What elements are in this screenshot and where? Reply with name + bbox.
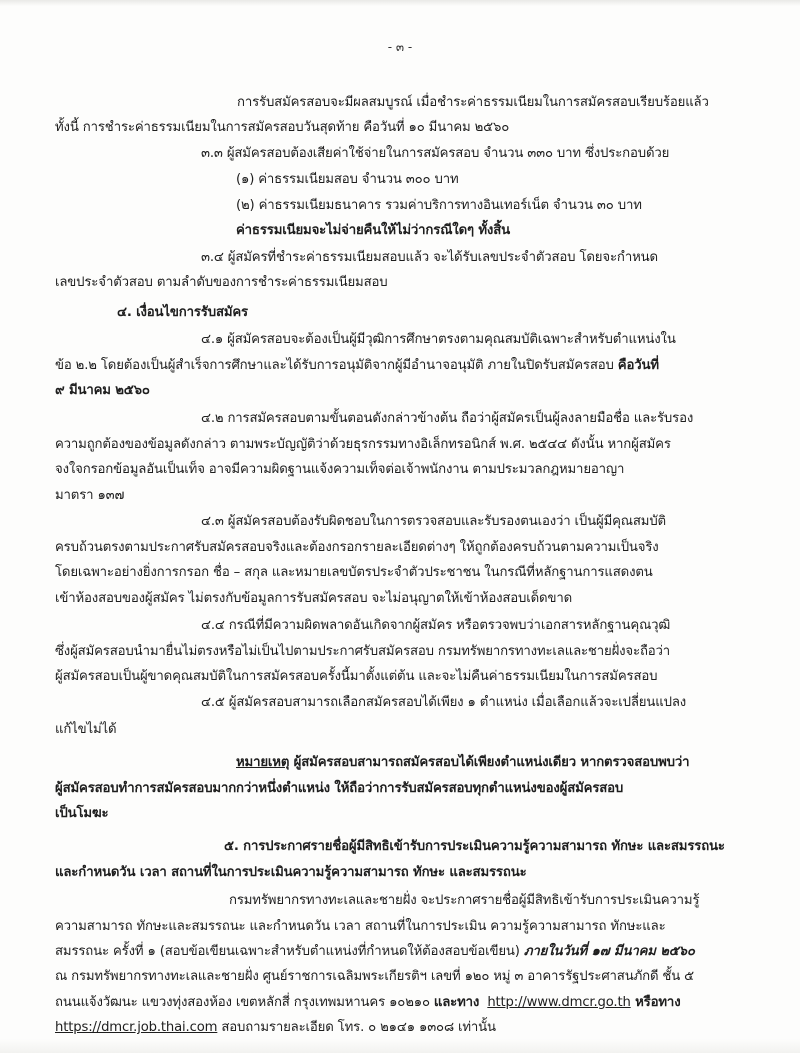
text-span: และทาง: [433, 995, 480, 1010]
note-line: ผู้สมัครสอบทำการสมัครสอบมากกว่าหนึ่งตำแหน่ง ให้ถือว่าการรับสมัครสอบทุกตำแหน่งของผู้สมัครสอบ: [55, 781, 624, 796]
contact-text: สอบถามรายละเอียด โทร. ๐ ๒๑๔๑ ๑๓๐๘ เท่านั้น: [217, 1020, 496, 1035]
note-label: หมายเหตุ: [236, 755, 290, 770]
page-number: - ๓ -: [387, 40, 413, 54]
text-span: ถนนแจ้งวัฒนะ แขวงทุ่งสองห้อง เขตหลักสี่ กรุงเทพมหานคร ๑๐๒๑๐: [55, 995, 434, 1010]
text-span: สมรรถนะ ครั้งที่ ๑ (สอบข้อเขียนเฉพาะสำหรับตำแหน่งที่กำหนดให้ต้องสอบข้อเขียน): [55, 944, 524, 959]
section-4-heading: ๔. เงื่อนไขการรับสมัคร: [117, 305, 248, 320]
section-3-3: ๓.๓ ผู้สมัครสอบต้องเสียค่าใช้จ่ายในการสมัครสอบ จำนวน ๓๓๐ บาท ซึ่งประกอบด้วย: [201, 146, 670, 161]
section-3-4: ๓.๔ ผู้สมัครที่ชำระค่าธรรมเนียมสอบแล้ว จะได้รับเลขประจำตัวสอบ โดยจะกำหนด: [201, 250, 658, 265]
deadline-label: คือวันที่: [617, 358, 659, 373]
section-4-4: ๔.๔ กรณีที่มีความผิดพลาดอันเกิดจากผู้สมัคร หรือตรวจพบว่าเอกสารหลักฐานคุณวุฒิ: [201, 618, 671, 633]
paragraph-line: การรับสมัครสอบจะมีผลสมบูรณ์ เมื่อชำระค่าธรรมเนียมในการสมัครสอบเรียบร้อยแล้ว: [237, 95, 709, 110]
paragraph-line: ซึ่งผู้สมัครสอบนำมายื่นไม่ตรงหรือไม่เป็นไปตามประกาศรับสมัครสอบ กรมทรัพยากรทางทะเลและชายฝั่งจะถือว่า: [55, 644, 671, 659]
paragraph-line: ผู้สมัครสอบเป็นผู้ขาดคุณสมบัติในการสมัครสอบครั้งนี้มาตั้งแต่ต้น และจะไม่คืนค่าธรรมเนียมในการสมัครสอบ: [55, 669, 658, 684]
paragraph-line: [55, 994, 680, 1012]
section-4-2: ๔.๒ การสมัครสอบตามขั้นตอนดังกล่าวข้างต้น ถือว่าผู้สมัครเป็นผู้ลงลายมือชื่อ และรับรอง: [201, 411, 694, 426]
paragraph-line: จงใจกรอกข้อมูลอันเป็นเท็จ อาจมีความผิดฐานแจ้งความเท็จต่อเจ้าพนักงาน ตามประมวลกฎหมายอาญา: [55, 462, 625, 477]
note-line: เป็นโมฆะ: [55, 806, 109, 821]
job-thai-link[interactable]: https://dmcr.job.thai.com: [55, 1020, 218, 1035]
section-5-body: กรมทรัพยากรทางทะเลและชายฝั่ง จะประกาศรายชื่อผู้มีสิทธิเข้ารับการประเมินความรู้: [229, 893, 700, 908]
paragraph-line: ความถูกต้องของข้อมูลดังกล่าว ตามพระบัญญัติว่าด้วยธุรกรรมทางอิเล็กทรอนิกส์ พ.ศ. ๒๕๔๔ ดังนั้น หากผู้สมัคร: [55, 437, 671, 452]
paragraph-line: ทั้งนี้ การชำระค่าธรรมเนียมในการสมัครสอบวันสุดท้าย คือวันที่ ๑๐ มีนาคม ๒๕๖๐: [55, 120, 510, 135]
scan-shadow: [0, 0, 800, 6]
section-5-heading: และกำหนดวัน เวลา สถานที่ในการประเมินความรู้ความสามารถ ทักษะ และสมรรถนะ: [55, 865, 527, 880]
paragraph-line: มาตรา ๑๓๗: [55, 488, 125, 503]
section-5-heading: ๕. การประกาศรายชื่อผู้มีสิทธิเข้ารับการประเมินความรู้ความสามารถ ทักษะ และสมรรถนะ: [224, 839, 725, 854]
paragraph-line: [55, 1019, 496, 1037]
note-line: [236, 754, 689, 772]
text-span: ข้อ ๒.๒ โดยต้องเป็นผู้สำเร็จการศึกษาและได้รับการอนุมัติจากผู้มีอำนาจอนุมัติ ภายในปิดรับสมัครสอบ: [55, 358, 618, 373]
paragraph-line: เลขประจำตัวสอบ ตามลำดับของการชำระค่าธรรมเนียมสอบ: [55, 275, 388, 290]
paragraph-line: [55, 357, 659, 375]
dmcr-website-link[interactable]: http://www.dmcr.go.th: [487, 995, 631, 1010]
section-4-1: ๔.๑ ผู้สมัครสอบจะต้องเป็นผู้มีวุฒิการศึกษาตรงตามคุณสมบัติเฉพาะสำหรับตำแหน่งใน: [201, 332, 676, 347]
fee-item-2: (๒) ค่าธรรมเนียมธนาคาร รวมค่าบริการทางอินเทอร์เน็ต จำนวน ๓๐ บาท: [236, 198, 642, 213]
note-text: ผู้สมัครสอบสามารถสมัครสอบได้เพียงตำแหน่งเดียว หากตรวจสอบพบว่า: [289, 755, 690, 770]
fee-note: ค่าธรรมเนียมจะไม่จ่ายคืนให้ไม่ว่ากรณีใดๆ ทั้งสิ้น: [236, 223, 510, 238]
text-span: หรือทาง: [630, 995, 681, 1010]
paragraph-line: แก้ไขไม่ได้: [55, 722, 117, 737]
paragraph-line: โดยเฉพาะอย่างยิ่งการกรอก ชื่อ – สกุล และหมายเลขบัตรประจำตัวประชาชน ในกรณีที่หลักฐานการแสดงตน: [55, 565, 653, 580]
section-4-3: ๔.๓ ผู้สมัครสอบต้องรับผิดชอบในการตรวจสอบและรับรองตนเองว่า เป็นผู้มีคุณสมบัติ: [201, 514, 666, 529]
fee-item-1: (๑) ค่าธรรมเนียมสอบ จำนวน ๓๐๐ บาท: [236, 172, 459, 187]
paragraph-line: ความสามารถ ทักษะและสมรรถนะ และกำหนดวัน เวลา สถานที่ในการประเมิน ความรู้ความสามารถ ทักษะและ: [55, 919, 666, 934]
scan-shadow: [0, 1039, 800, 1053]
deadline-date: ๙ มีนาคม ๒๕๖๐: [55, 383, 150, 398]
paragraph-line: [55, 943, 695, 961]
announcement-date: ภายในวันที่ ๑๗ มีนาคม ๒๕๖๐: [523, 944, 695, 959]
paragraph-line: เข้าห้องสอบของผู้สมัคร ไม่ตรงกับข้อมูลการรับสมัครสอบ จะไม่อนุญาตให้เข้าห้องสอบเด็ดขาด: [55, 591, 572, 606]
paragraph-line: ครบถ้วนตรงตามประกาศรับสมัครสอบจริงและต้องกรอกรายละเอียดต่างๆ ให้ถูกต้องครบถ้วนตามความเป็นจริง: [55, 540, 659, 555]
section-4-5: ๔.๕ ผู้สมัครสอบสามารถเลือกสมัครสอบได้เพียง ๑ ตำแหน่ง เมื่อเลือกแล้วจะเปลี่ยนแปลง: [201, 695, 687, 710]
paragraph-line: ณ กรมทรัพยากรทางทะเลและชายฝั่ง ศูนย์ราชการเฉลิมพระเกียรติฯ เลขที่ ๑๒๐ หมู่ ๓ อาคารรัฐประศาสนภักดี ชั้น ๕: [55, 969, 694, 984]
